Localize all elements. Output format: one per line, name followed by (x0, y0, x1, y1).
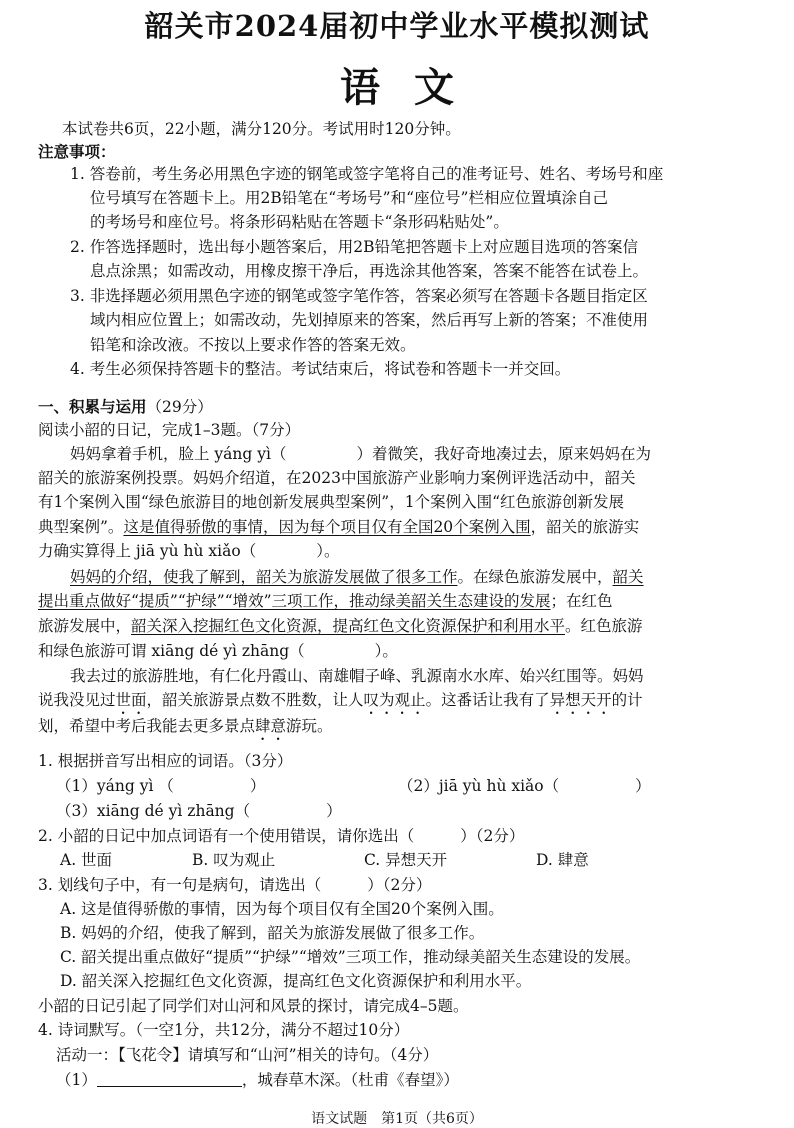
notice-line: 1. 答卷前，考生务必用黑色字迹的钢笔或签字笔将自己的准考证号、姓名、考场号和座 (70, 165, 664, 183)
diary-text: 的计 (611, 691, 643, 709)
item-text: （3）xiāng dé yì zhāng（ (56, 802, 251, 820)
notice-line: 2. 作答选择题时，选出每小题答案后，用2B铅笔把答题卡上对应题目选项的答案信 (70, 238, 638, 256)
diary-line (38, 640, 398, 662)
question-1-item-3 (56, 800, 342, 822)
stem-text: 3. 划线句子中，有一句是病句，请选出（ (38, 876, 322, 894)
diary-line (38, 540, 339, 562)
fill-blank[interactable] (97, 1070, 242, 1087)
diary-line (70, 443, 651, 465)
diary-text: ，韶关的旅游实 (530, 518, 640, 536)
diary-line: 有1个案例入围“绿色旅游目的地创新发展典型案例”，1个案例入围“红色旅游创新发展 (38, 493, 624, 511)
exam-title: 韶关市2024届初中学业水平模拟测试 (144, 9, 650, 43)
diary-text: 妈妈拿着手机，脸上 yáng yì（ (70, 445, 287, 463)
q2-option-a: A. 世面 (60, 851, 113, 869)
diary-text: 和绿色旅游可谓 xiāng dé yì zhāng（ (38, 642, 305, 660)
dotted-word-c: 异想天开 (549, 691, 612, 709)
diary-text: 旅游发展中， (38, 617, 132, 635)
question-4-stem: 4. 诗词默写。（一空1分，共12分，满分不超过10分） (38, 1021, 410, 1039)
diary-text: 。这番话让我有了 (425, 691, 550, 709)
notice-line: 3. 非选择题必须用黑色字迹的钢笔或签字笔作答，答案必须写在答题卡各题目指定区 (70, 287, 648, 305)
diary-text: ）。 (374, 642, 398, 660)
diary-line (38, 516, 639, 538)
stem-text: 2. 小韶的日记中加点词语有一个使用错误，请你选出（ (38, 827, 415, 845)
diary-text: 划，希望中考后我能去更多景点 (38, 717, 256, 735)
dotted-word-a: 世面 (115, 691, 147, 709)
q3-option-b: B. 妈妈的介绍，使我了解到，韶关为旅游发展做了很多工作。 (60, 924, 485, 942)
question-4-item-1 (56, 1069, 459, 1091)
item-text: ） (326, 802, 342, 820)
item-text: ） (635, 777, 651, 795)
question-1-item-2 (398, 775, 651, 797)
diary-text: ，韶关旅游景点数不胜数，让人 (146, 691, 364, 709)
activity-one: 活动一：【飞花令】请填写和“山河”相关的诗句。（4分） (56, 1046, 439, 1064)
notice-line: 位号填写在答题卡上。用2B铅笔在“考场号”和“座位号”栏相应位置填涂自己 (90, 189, 608, 207)
notice-heading: 注意事项： (38, 142, 116, 161)
diary-line (38, 715, 333, 744)
diary-text: 。在绿色旅游发展中， (457, 568, 613, 586)
underlined-sentence-d: 韶关深入挖掘红色文化资源，提高红色文化资源保护和利用水平 (131, 617, 566, 635)
diary-text: ）。 (316, 542, 340, 560)
item-text: （1） (56, 1071, 97, 1089)
subject-title: 语文 (340, 64, 488, 111)
diary-text: 游玩。 (286, 717, 333, 735)
diary-line (38, 590, 613, 612)
underlined-sentence-a: 这是值得骄傲的事情，因为每个项目仅有全国20个案例入围 (123, 518, 531, 536)
item-text: ） (249, 777, 266, 795)
diary-text: ；在红色 (550, 592, 613, 610)
underlined-sentence-b: 妈妈的介绍，使我了解到，韶关为旅游发展做了很多工作 (70, 568, 458, 586)
exam-intro: 本试卷共6页，22小题，满分120分。考试用时120分钟。 (62, 120, 461, 138)
notice-line: 的考场号和座位号。将条形码粘贴在答题卡“条形码粘贴处”。 (90, 213, 509, 231)
stem-text: ）（2分） (367, 876, 432, 894)
diary-line (70, 566, 644, 588)
q2-option-b: B. 叹为观止 (192, 851, 276, 869)
underlined-sentence-c: 提出重点做好“提质”“护绿”“增效”三项工作，推动绿美韶关生态建设的发展 (38, 592, 551, 610)
question-3-stem (38, 874, 431, 896)
underlined-sentence-c: 韶关 (612, 568, 644, 586)
section-score: （29分） (146, 398, 213, 416)
q3-option-a: A. 这是值得骄傲的事情，因为每个项目仅有全国20个案例入围。 (60, 900, 504, 918)
diary-line: 我去过的旅游胜地，有仁化丹霞山、南雄帽子峰、乳源南水水库、始兴红围等。妈妈 (70, 667, 644, 685)
question-2-stem (38, 825, 524, 847)
notice-line: 域内相应位置上；如需改动，先划掉原来的答案，然后再写上新的答案；不准使用 (90, 311, 649, 329)
section-heading (38, 396, 213, 418)
reading-intro: 阅读小韶的日记，完成1–3题。（7分） (38, 421, 301, 439)
diary-text: ）着微笑，我好奇地凑过去，原来妈妈在为 (356, 445, 651, 463)
diary-text: 典型案例”。 (38, 518, 124, 536)
item-text: ，城春草木深。（杜甫《春望》） (241, 1071, 459, 1089)
notice-line: 4. 考生必须保持答题卡的整洁。考试结束后，将试卷和答题卡一并交回。 (70, 360, 571, 378)
q2-option-c: C. 异想天开 (364, 851, 448, 869)
question-1-stem: 1. 根据拼音写出相应的词语。（3分） (38, 752, 293, 770)
stem-text: ）（2分） (460, 827, 525, 845)
diary-text: 。红色旅游 (565, 617, 643, 635)
section-title: 一、积累与运用 (38, 397, 147, 416)
diary-text: 说我没见过 (38, 691, 116, 709)
question-1-item-1 (56, 775, 265, 797)
item-text: （1）yáng yì （ (56, 777, 174, 795)
item-text: （2）jiā yù hù xiǎo（ (398, 777, 560, 795)
q3-option-d: D. 韶关深入挖掘红色文化资源，提高红色文化资源保护和利用水平。 (60, 972, 532, 990)
q2-option-d: D. 肆意 (536, 851, 589, 869)
dotted-word-b: 叹为观止 (363, 691, 426, 709)
diary-text: 力确实算得上 jiā yù hù xiǎo（ (38, 542, 257, 560)
lead-4-5: 小韶的日记引起了同学们对山河和风景的探讨，请完成4–5题。 (38, 997, 469, 1015)
diary-line: 韶关的旅游案例投票。妈妈介绍道，在2023中国旅游产业影响力案例评选活动中，韶关 (38, 469, 636, 487)
dotted-word-d: 肆意 (255, 717, 287, 735)
diary-line (38, 615, 643, 637)
diary-line (38, 689, 643, 718)
notice-line: 铅笔和涂改液。不按以上要求作答的答案无效。 (90, 336, 416, 354)
notice-line: 息点涂黑；如需改动，用橡皮擦干净后，再选涂其他答案，答案不能答在试卷上。 (90, 262, 649, 280)
page-footer: 语文试题 第1页（共6页） (311, 1111, 483, 1127)
q3-option-c: C. 韶关提出重点做好“提质”“护绿”“增效”三项工作，推动绿美韶关生态建设的发展。 (60, 948, 641, 966)
